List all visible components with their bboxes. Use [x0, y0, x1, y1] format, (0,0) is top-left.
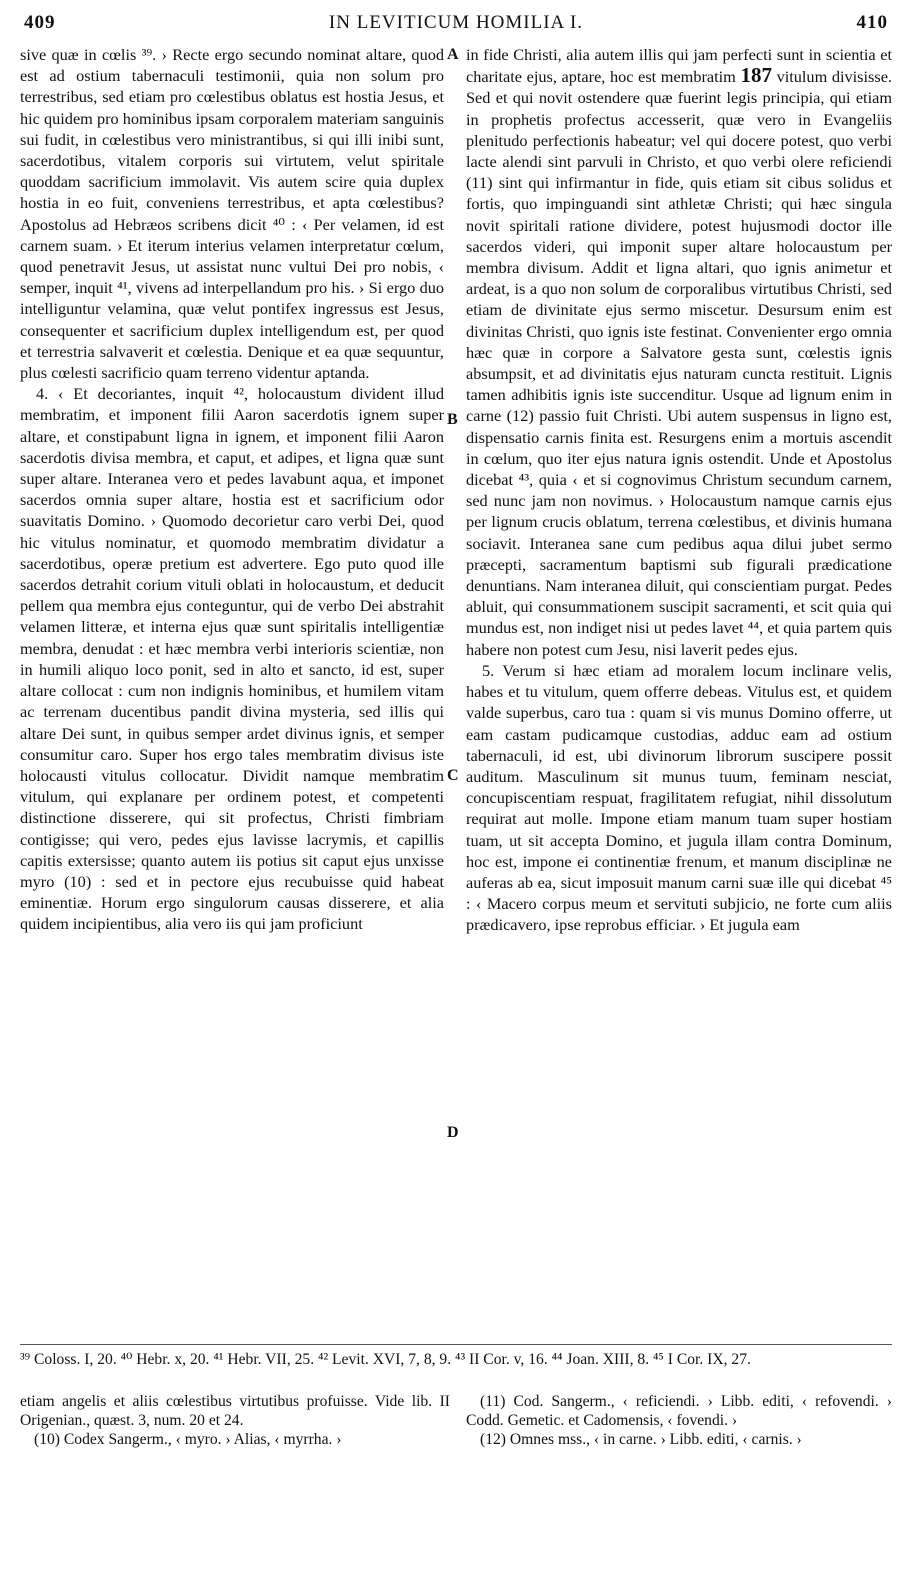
left-column — [20, 44, 444, 935]
section-letter-d: D — [447, 1124, 459, 1141]
left-paragraph-2: 4. ‹ Et decoriantes, inquit ⁴², holocaustum divident illud membratim, et imponent filii Aaron sacerdotis ignem super altare, et constipabunt ligna in ignem, et imponent filii Aaron sacerdotis divisa membra, et caput, et adipes, et ligna quæ sunt super altare. Interanea vero et pedes lavabunt aqua, et imponet sacerdos omnia super altare, hostia est et sacrificium odor suavitatis Domino. › Quomodo decorietur caro verbi Dei, quod hic vitulus nominatur, et quomodo membratim dividatur a sacerdotibus, operæ pretium est advertere. Ego puto quod ille sacerdos detrahit corium vituli oblati in holocaustum, et deducit pellem qua membra ejus conteguntur, qui de verbo Dei abstrahit velamen litteræ, et interna ejus quæ sunt spiritalis intelligentiæ membra, denudat : et hæc membra verbi interioris scientiæ, non in humili aliquo loco ponit, sed in alto et sancto, id est, super altare collocat : cum non indignis hominibus, et humilem vitam ac terrenam ducentibus pandit divina mysteria, sed illis qui altare Dei sunt, in quibus semper ardet divinus ignis, et semper consumitur caro. Super hos ergo tales membratim divisus iste holocausti vitulus collocatur. Dividit namque membratim vitulum, qui explanare per ordinem potest, et competenti distinctione disserere, qui sit profectus, Christi fimbriam contigisse; qui vero, pedes ejus lavisse lacrymis, et capillis capitis extersisse; quanto autem iis potius sit caput ejus unxisse myro (10) : sed et in pectore ejus recubuisse quid habeat eminentiæ. Horum ergo singulorum causas disserere, et alia quidem incipientibus, alia vero iis qui jam proficiunt — [20, 384, 444, 934]
left-notes — [20, 1392, 450, 1449]
scripture-reference-list: ³⁹ Coloss. I, 20. ⁴⁰ Hebr. x, 20. ⁴¹ Hebr. VII, 25. ⁴² Levit. XVI, 7, 8, 9. ⁴³ II Cor. v, 16. ⁴⁴ Joan. XIII, 8. ⁴⁵ I Cor. IX, 27. — [20, 1351, 751, 1368]
column-marker-187: 187 — [740, 63, 772, 88]
left-paragraph-1: sive quæ in cœlis ³⁹. › Recte ergo secundo nominat altare, quod est ad ostium tabernaculi testimonii, quia non solum pro terrestribus, sed etiam pro cœlestibus oblatus est hostia Jesus, et hic quidem pro hominibus ipsam corporalem materiam sanguinis sui fudit, in cœlestibus vero ministrantibus, si qui illi inibi sunt, sacerdotibus, vitalem corporis sui virtutem, velut spiritale quoddam sacrificium immolavit. Vis autem scire quia duplex hostia in eo fuit, conveniens terrestribus, et apta cœlestibus? Apostolus ad Hebræos scribens dicit ⁴⁰ : ‹ Per velamen, id est carnem suam. › Et iterum interius velamen interpretatur cœlum, quod penetravit Jesus, ut assistat nunc vultui Dei pro nobis, ‹ semper, inquit ⁴¹, vivens ad interpellandum pro his. › Si ergo duo intelliguntur velamina, quæ velut pontifex ingressus est Jesus, consequenter et sacrificium duplex intelligendum est, per quod et terrestria salvaverit et cœlestia. Denique et ea quæ sequuntur, plus cœlesti sacrificio quam terreno videntur aptanda. — [20, 45, 444, 383]
section-letter-b: B — [447, 411, 458, 428]
note-11: (11) Cod. Sangerm., ‹ reficiendi. › Libb. editi, ‹ refovendi. › Codd. Gemetic. et Cadomensis, ‹ fovendi. › — [466, 1393, 892, 1429]
note-10: (10) Codex Sangerm., ‹ myro. › Alias, ‹ myrrha. › — [34, 1431, 342, 1448]
right-paragraph-1-rest: vitulum divisisse. Sed et qui novit ostendere quæ fuerint legis principia, qui etiam in prophetis profectus accesserit, quæ vero in Evangeliis plenitudo perfectionis habeatur; vel qui docere potest, quo verbi lacte alendi sint parvuli in Christo, et quo verbi olere reficiendi (11) sint qui infirmantur in fide, quis etiam sit cibus solidus et fortis, quo impinguandi sint athletæ Christi; qui hæc singula novit spiritali ratione dividere, potest hujusmodi doctor ille sacerdos videri, qui imponit super altare holocaustum per membra divisum. Addit et ligna altari, quo ignis animetur et ardeat, is a quo non solum de corporalibus virtutibus Christi, sed etiam de divinitate ejus sermo miscetur. Desursum enim est divinitas Christi, quo ignis iste festinat. Convenienter ergo omnia hæc quæ in corpore a Salvatore gesta sunt, cœlestis ignis absumpsit, et ad divinitatis ejus naturam cuncta restituit. Lignis tamen adhibitis ignis iste succenditur. Usque ad lignum enim in carne (12) passio fuit Christi. Ubi autem suspensus in ligno est, dispensatio carnis finita est. Resurgens enim a mortuis ascendit in cœlum, quo iter ejus natura ignis ostendit. Unde et Apostolus dicebat ⁴³, quia ‹ et si cognovimus Christum secundum carnem, sed nunc jam non novimus. › Holocaustum namque carnis ejus per lignum crucis oblatum, terrena cœlestibus, et divinis humana sociavit. Interanea sane cum pedibus aqua dilui jubet sermo præcepti, sacramentum baptismi sub figurali prædicatione denuntians. Nam interanea diluit, qui conscientiam purgat. Pedes abluit, qui consummationem suscipit sacramenti, et scit quia qui mundus est, non indiget nisi ut pedes lavet ⁴⁴, et quia partem quis habere non potest cum Jesu, nisi laverit pedes ejus. — [466, 67, 892, 659]
right-paragraph-2: 5. Verum si hæc etiam ad moralem locum inclinare velis, habes et tu vitulum, quem offerre debeas. Vitulus est, et quidem valde superbus, caro tua : quam si vis munus Domino offerre, ut eam castam pudicamque custodias, adduc eam ad ostium tabernaculi, id est, ubi divinorum librorum suscipere possit auditum. Masculinum sit munus tuum, feminam nesciat, concupiscentiam respuat, fragilitatem refugiat, nihil dissolutum requirat aut molle. Impone etiam manum tuam super hostiam tuam, ut sit accepta Domino, et jugula illam contra Dominum, hoc est, impone ei continentiæ frenum, et manum disciplinæ ne auferas ab ea, sicut imposuit manum carni suæ ille qui dicebat ⁴⁵ : ‹ Macero corpus meum et servituti subjicio, ne forte cum aliis prædicavero, ipse reprobus efficiar. › Et jugula eam — [466, 660, 892, 935]
section-letter-a: A — [447, 46, 459, 63]
section-letter-c: C — [447, 767, 459, 784]
right-paragraph-1-start: in fide Christi, alia autem illis qui jam perfecti sunt in scientia et charitate ejus, aptare, hoc est membratim — [466, 45, 892, 87]
running-title: IN LEVITICUM HOMILIA I. — [328, 12, 584, 33]
right-notes — [466, 1392, 892, 1449]
scripture-references — [20, 1350, 892, 1369]
note-12: (12) Omnes mss., ‹ in carne. › Libb. editi, ‹ carnis. › — [480, 1431, 802, 1448]
page-number-left: 409 — [24, 12, 56, 33]
running-header — [20, 12, 892, 42]
note-continuation: etiam angelis et aliis cœlestibus virtutibus profuisse. Vide lib. II Origenian., quæst. 3, num. 20 et 24. — [20, 1393, 450, 1429]
right-column — [466, 44, 892, 936]
right-paragraph-1 — [466, 44, 892, 660]
footnote-rule — [20, 1344, 892, 1345]
page-number-right: 410 — [856, 12, 888, 33]
